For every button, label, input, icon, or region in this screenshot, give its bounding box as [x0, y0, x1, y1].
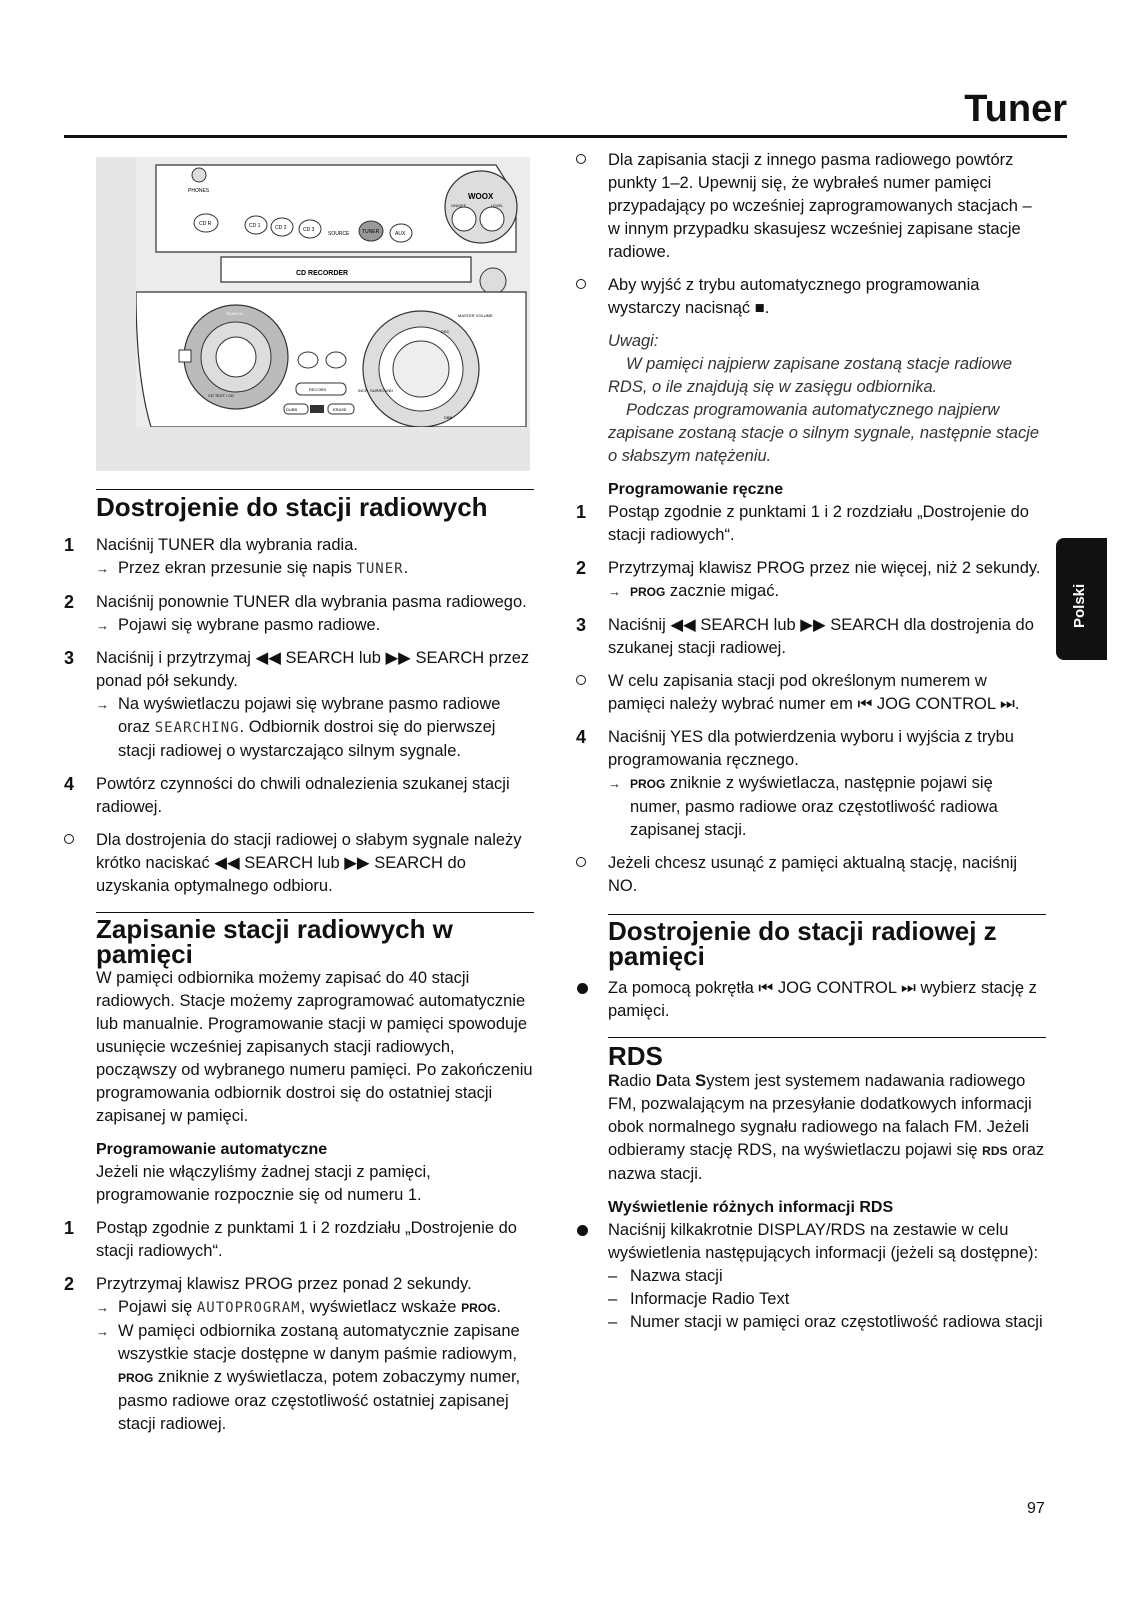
illustration-label: CD 3: [303, 227, 315, 233]
result-arrow: [96, 557, 534, 581]
result-arrow: [608, 772, 1046, 842]
note-2: Podczas programowania automatycznego najpierw zapisane zostaną stacje o silnym sygnale, następnie stacje o słabszym natężeniu.: [608, 401, 1040, 465]
illustration-label: CD 2: [275, 225, 287, 231]
prog-indicator: PROG: [461, 1301, 497, 1315]
hint-text: Jeżeli chcesz usunąć z pamięci aktualną stację, naciśnij NO.: [608, 854, 1018, 895]
hint-bullet: [608, 274, 1046, 320]
result-text: Pojawi się: [118, 1298, 197, 1316]
section-heading-memory: Dostrojenie do stacji radiowej z pamięci: [608, 914, 1046, 969]
text-part: S: [695, 1072, 707, 1090]
step-number: 1: [64, 535, 75, 555]
lcd-text: SEARCHING: [154, 720, 240, 736]
section-heading-tuning: Dostrojenie do stacji radiowych: [96, 489, 534, 520]
text-part: ystem jest systemem nadawania radiowego FM, pozwalającym na przesyłanie dodatkowych informacji obok normalnego sygnału radiowego na falach FM. Jeżeli odbieramy stację RDS, na wyświetlaczu pojawi się: [608, 1072, 1032, 1159]
subheading-auto: Programowanie automatyczne: [96, 1141, 328, 1158]
bullet-text: Naciśnij kilkakrotnie DISPLAY/RDS na zestawie w celu wyświetlenia następujących informacji (jeżeli są dostępne):: [608, 1221, 1039, 1262]
next-icon: ⏭: [901, 979, 916, 997]
illustration-label: AUX: [395, 231, 406, 237]
filled-bullet-icon: [577, 983, 588, 994]
hint-bullet: [608, 149, 1046, 264]
step-2: [64, 591, 534, 637]
result-text: . Odbiornik dostroi się do pierwszej stacji radiowej o wystarczająco silnym sygnale.: [118, 718, 496, 760]
rds-indicator: RDS: [982, 1144, 1008, 1158]
result-arrow: [96, 693, 534, 763]
note-1: W pamięci najpierw zapisane zostaną stacje radiowe RDS, o ile znajdują się w zasięgu odbiornika.: [608, 355, 1013, 396]
right-column: [576, 149, 1046, 1344]
illustration-label: DUBB: [286, 407, 298, 412]
result-text: , wyświetlacz wskaże: [300, 1298, 462, 1316]
list-item: – Informacje Radio Text: [608, 1288, 1046, 1311]
fast-forward-icon: ▶▶: [385, 649, 411, 667]
text-part: .: [1014, 695, 1020, 713]
text-part: .: [764, 299, 770, 317]
text-part: ata: [667, 1072, 696, 1090]
eject-icon: [480, 268, 506, 294]
step-1: [576, 501, 1046, 547]
result-text: Na wyświetlaczu pojawi się wybrane pasmo radiowe oraz: [118, 695, 501, 736]
lcd-text: TUNER: [356, 561, 404, 577]
step-4: [576, 726, 1046, 842]
step-text: [608, 614, 1046, 660]
result-arrow: [96, 1320, 534, 1436]
hint-text: [608, 670, 1046, 716]
text-part: JOG CONTROL: [872, 695, 1001, 713]
section-heading-rds: RDS: [608, 1037, 1046, 1070]
language-side-tab: [1056, 538, 1107, 660]
text-part: wybierz stację z pamięci.: [608, 979, 1037, 1020]
step-1: [64, 534, 534, 581]
illustration-label: ERASE: [333, 407, 347, 412]
text-part: SEARCH dla dostrojenia do szukanej stacji radiowej.: [608, 616, 1034, 657]
circle-bullet-icon: [576, 154, 586, 164]
illustration-label: PHONES: [188, 188, 210, 194]
fast-forward-icon: ▶▶: [800, 616, 826, 634]
step-text: Naciśnij YES dla potwierdzenia wyboru i wyjścia z trybu programowania ręcznego.: [608, 728, 1014, 769]
illustration-label: ON/OFF: [451, 203, 467, 208]
hint-bullet: [96, 829, 534, 898]
text-part: D: [655, 1072, 668, 1090]
stereo-front-panel-drawing: [96, 157, 530, 471]
step-number: 2: [64, 1274, 75, 1294]
step-number: 3: [64, 648, 75, 668]
hint-text: [96, 829, 534, 898]
stop-icon: ■: [754, 299, 765, 317]
circle-bullet-icon: [64, 834, 74, 844]
step-3: [64, 647, 534, 763]
step-number: 4: [576, 727, 587, 747]
step-text: Powtórz czynności do chwili odnalezienia szukanej stacji radiowej.: [96, 775, 510, 816]
action-bullet: [608, 1219, 1046, 1334]
header-rule: [64, 135, 1067, 138]
prog-indicator: PROG: [630, 777, 666, 791]
text-part: Naciśnij: [608, 616, 671, 634]
step-text: Naciśnij TUNER dla wybrania radia.: [96, 536, 358, 554]
text-part: SEARCH lub: [239, 854, 345, 872]
rewind-icon: ◀◀: [670, 616, 696, 634]
step-number: 1: [64, 1218, 75, 1238]
illustration-label: RECORD: [309, 387, 327, 392]
filled-bullet-icon: [577, 1225, 588, 1236]
illustration-label: DBB: [444, 415, 453, 420]
illustration-label: CD 1: [249, 223, 261, 229]
result-text: zniknie z wyświetlacza, następnie pojawi się numer, pasmo radiowe oraz częstotliwość radiowa zapisanej stacji.: [630, 774, 998, 839]
lcd-text: AUTOPROGRAM: [196, 1300, 301, 1316]
text-part: R: [608, 1072, 620, 1090]
hint-text: [608, 274, 1046, 320]
previous-icon: ⏮: [857, 695, 873, 713]
illustration-label: WOOX: [468, 192, 494, 201]
prog-indicator: PROG: [118, 1371, 154, 1385]
illustration-label: CD R: [199, 221, 212, 227]
section-heading-storing: Zapisanie stacji radiowych w pamięci: [96, 912, 534, 967]
illustration-label: CD TEXT / CD: [208, 393, 235, 398]
result-text: zniknie z wyświetlacza, potem zobaczymy numer, pasmo radiowe oraz częstotliwość ostatniej zapisanej stacji radiowej.: [118, 1368, 521, 1433]
left-column: [64, 489, 534, 1446]
text-part: oraz nazwa stacji.: [608, 1141, 1045, 1183]
result-text: .: [403, 559, 409, 577]
action-bullet: [608, 977, 1046, 1023]
result-text: zacznie migać.: [665, 582, 780, 600]
previous-icon: ⏮: [758, 979, 774, 997]
hint-text: Dla zapisania stacji z innego pasma radiowego powtórz punkty 1–2. Upewnij się, że wybrałeś numer pamięci przypadający po wcześniej zaprogramowanych stacjach – w innym przypadku skasujesz wcześniej zapisane stacje radiowe.: [608, 151, 1032, 261]
page-title: Tuner: [964, 88, 1067, 130]
illustration-label: SEARCH: [226, 311, 243, 316]
step-text: Przytrzymaj klawisz PROG przez ponad 2 sekundy.: [96, 1275, 472, 1293]
next-icon: ⏭: [1000, 695, 1015, 713]
text-part: Dla dostrojenia do stacji radiowej o słabym sygnale należy krótko naciskać: [96, 831, 522, 872]
section-intro: W pamięci odbiornika możemy zapisać do 40 stacji radiowych. Stacje możemy zaprogramować automatycznie lub manualnie. Programowanie stacji w pamięci spowoduje usunięcie wcześniej zapisanych stacji radiowych, począwszy od wybranego numeru pamięci. Po zakończeniu programowania odbiornik dostroi się do ostatniej stacji zapisanej w pamięci.: [96, 969, 533, 1125]
step-number: 4: [64, 774, 75, 794]
text-part: SEARCH lub: [280, 649, 386, 667]
illustration-label: MASTER VOLUME: [458, 313, 493, 318]
rewind-icon: ◀◀: [255, 649, 281, 667]
text-part: Aby wyjść z trybu automatycznego programowania wystarczy nacisnąć: [608, 276, 980, 317]
bullet-text: [608, 977, 1046, 1023]
language-label: Polski: [1071, 583, 1088, 628]
text-part: Naciśnij i przytrzymaj: [96, 649, 256, 667]
circle-bullet-icon: [576, 279, 586, 289]
fast-forward-icon: ▶▶: [344, 854, 370, 872]
illustration-label: LEVEL: [491, 203, 504, 208]
stop-button-icon: [179, 350, 191, 362]
device-illustration: [96, 157, 530, 471]
step-number: 3: [576, 615, 587, 635]
illustration-label: SOURCE: [328, 231, 350, 237]
rewind-icon: ◀◀: [214, 854, 240, 872]
illustration-label: INCR. SURROUND: [358, 388, 394, 393]
step-text: [96, 647, 534, 693]
circle-bullet-icon: [576, 675, 586, 685]
step-number: 2: [576, 558, 587, 578]
illustration-label: DSC: [441, 329, 450, 334]
result-text: Przez ekran przesunie się napis: [118, 559, 357, 577]
step-number: 2: [64, 592, 75, 612]
step-text: Przytrzymaj klawisz PROG przez nie więcej, niż 2 sekundy.: [608, 559, 1041, 577]
step-1: [64, 1217, 534, 1263]
hint-bullet: [608, 670, 1046, 716]
text-part: SEARCH do uzyskania optymalnego odbioru.: [96, 854, 466, 895]
hint-bullet: [608, 852, 1046, 898]
page-number: 97: [1027, 1500, 1045, 1517]
circle-bullet-icon: [576, 857, 586, 867]
result-text: W pamięci odbiornika zostaną automatycznie zapisane wszystkie stacje dostępne w danym paśmie radiowym,: [118, 1322, 520, 1363]
subheading-manual: Programowanie ręczne: [608, 481, 784, 498]
illustration-label: TUNER: [362, 229, 380, 235]
subheading-text: Jeżeli nie włączyliśmy żadnej stacji z pamięci, programowanie rozpocznie się od numeru 1.: [96, 1163, 431, 1204]
text-part: SEARCH przez ponad pół sekundy.: [96, 649, 530, 690]
step-2: [576, 557, 1046, 604]
step-text: Postąp zgodnie z punktami 1 i 2 rozdziału „Dostrojenie do stacji radiowych“.: [608, 503, 1029, 544]
result-arrow: [608, 580, 1046, 604]
list-item: – Nazwa stacji: [608, 1265, 1046, 1288]
illustration-label: CD RECORDER: [296, 270, 349, 277]
power-button-icon: [192, 168, 206, 182]
step-text: Postąp zgodnie z punktami 1 i 2 rozdziału „Dostrojenie do stacji radiowych“.: [96, 1219, 517, 1260]
result-text: .: [496, 1298, 501, 1316]
text-part: Za pomocą pokrętła: [608, 979, 759, 997]
text-part: W celu zapisania stacji pod określonym numerem w pamięci należy wybrać numer em: [608, 672, 987, 713]
text-part: SEARCH lub: [695, 616, 801, 634]
result-arrow: → Pojawi się wybrane pasmo radiowe.: [96, 614, 534, 637]
text-part: adio: [619, 1072, 656, 1090]
prog-indicator: PROG: [630, 585, 666, 599]
step-3: [576, 614, 1046, 660]
text-part: JOG CONTROL: [773, 979, 902, 997]
step-number: 1: [576, 502, 587, 522]
subheading-rds-info: Wyświetlenie różnych informacji RDS: [608, 1199, 894, 1216]
step-2: [64, 1273, 534, 1436]
notes-label: Uwagi:: [608, 332, 659, 350]
step-4: [64, 773, 534, 819]
result-arrow: [96, 1296, 534, 1320]
rds-description: [608, 1070, 1046, 1186]
list-item: – Numer stacji w pamięci oraz częstotliwość radiowa stacji: [608, 1311, 1046, 1334]
step-text: Naciśnij ponownie TUNER dla wybrania pasma radiowego.: [96, 593, 527, 611]
